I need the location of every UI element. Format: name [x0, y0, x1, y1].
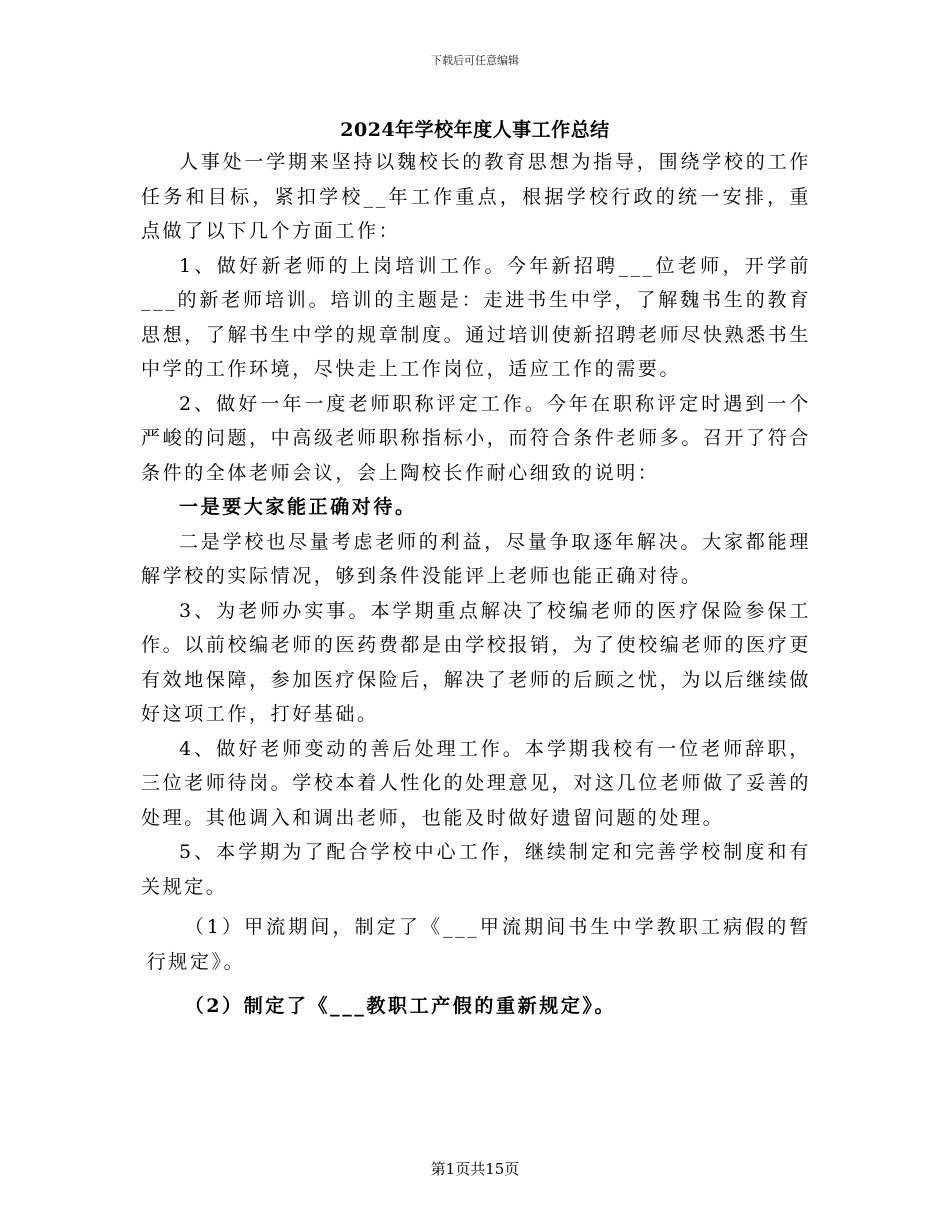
item-4-paragraph: 4、做好老师变动的善后处理工作。本学期我校有一位老师辞职，三位老师待岗。学校本着人性化的处理意见，对这几位老师做了妥善的处理。其他调入和调出老师，也能及时做好遗留问题的处理。: [141, 737, 811, 829]
document-title: 2024年学校年度人事工作总结: [340, 119, 610, 141]
item-5-sub-1: （1）甲流期间，制定了《___甲流期间书生中学教职工病假的暂行规定》。: [146, 916, 811, 973]
item-5-sub-2: （2）制定了《___教职工产假的重新规定》。: [184, 995, 617, 1017]
item-5-paragraph: 5、本学期为了配合学校中心工作，继续制定和完善学校制度和有关规定。: [141, 841, 811, 898]
page-number-footer: 第1页共15页: [430, 1160, 520, 1178]
item-2-paragraph: 2、做好一年一度老师职称评定工作。今年在职称评定时遇到一个严峻的问题，中高级老师职称指标小，而符合条件老师多。召开了符合条件的全体老师会议，会上陶校长作耐心细致的说明：: [141, 392, 811, 484]
item-2-point-2: 二是学校也尽量考虑老师的利益，尽量争取逐年解决。大家都能理解学校的实际情况，够到条件没能评上老师也能正确对待。: [141, 530, 811, 587]
item-2-point-1: 一是要大家能正确对待。: [179, 496, 417, 518]
item-1-paragraph: 1、做好新老师的上岗培训工作。今年新招聘___位老师，开学前___的新老师培训。培训的主题是：走进书生中学，了解魏书生的教育思想，了解书生中学的规章制度。通过培训使新招聘老师尽快熟悉书生中学的工作环境，尽快走上工作岗位，适应工作的需要。: [141, 254, 811, 380]
document-body: [141, 145, 811, 1024]
page-header-note: 下载后可任意编辑: [431, 54, 519, 67]
item-3-paragraph: 3、为老师办实事。本学期重点解决了校编老师的医疗保险参保工作。以前校编老师的医药费都是由学校报销，为了使校编老师的医疗更有效地保障，参加医疗保险后，解决了老师的后顾之忧，为以后继续做好这项工作，打好基础。: [141, 599, 811, 725]
intro-paragraph: 人事处一学期来坚持以魏校长的教育思想为指导，围绕学校的工作任务和目标，紧扣学校__年工作重点，根据学校行政的统一安排，重点做了以下几个方面工作：: [141, 151, 811, 242]
